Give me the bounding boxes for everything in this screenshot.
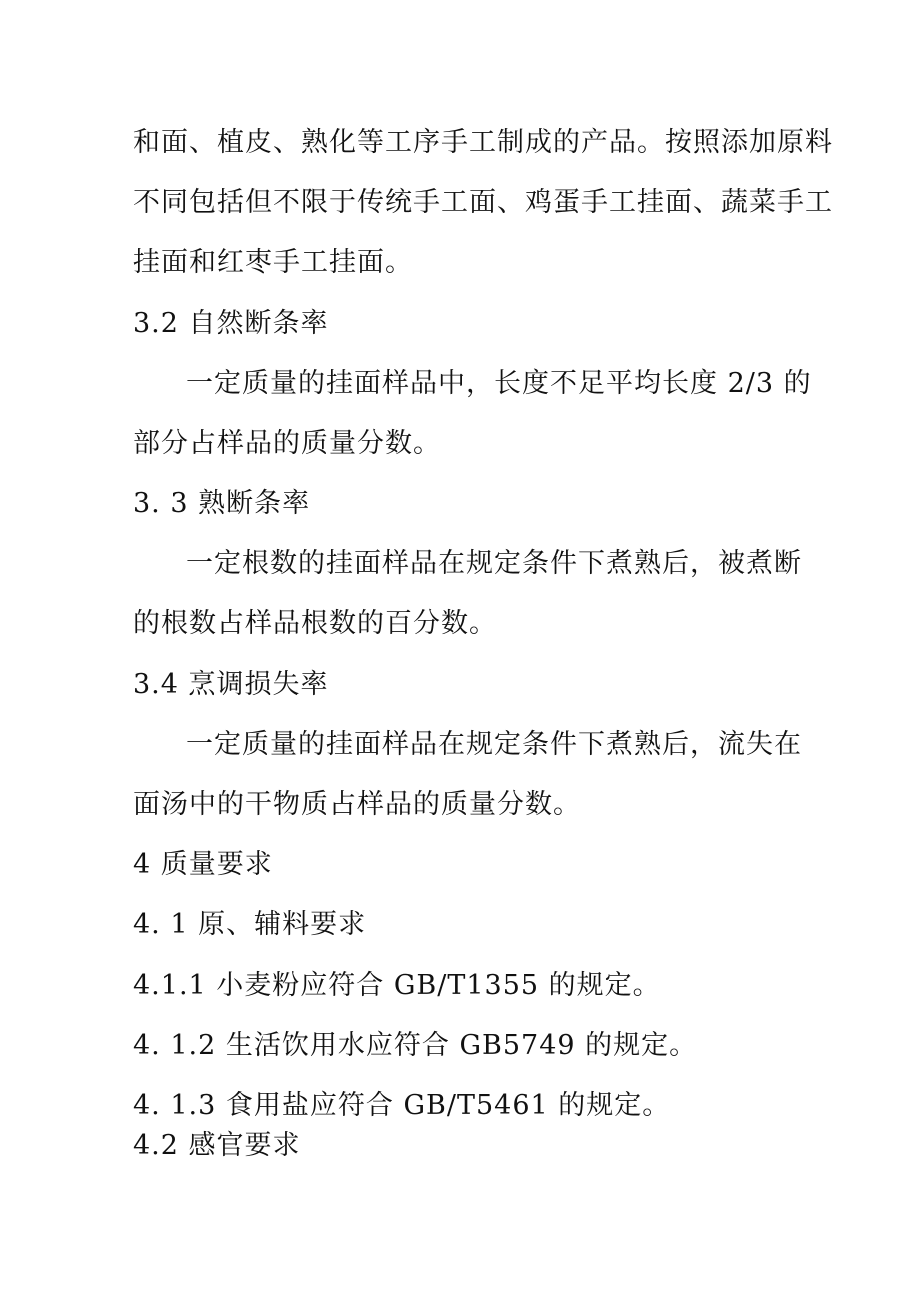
requirement-item-4-1-1: 4.1.1 小麦粉应符合 GB/T1355 的规定。 [133,970,661,1001]
definition-text-line: 一定质量的挂面样品在规定条件下煮熟后，流失在 [186,729,802,760]
section-heading-3-4: 3.4 烹调损失率 [133,669,329,700]
definition-text-line: 部分占样品的质量分数。 [133,428,441,459]
definition-text-line: 一定质量的挂面样品中，长度不足平均长度 2/3 的 [186,368,812,399]
paragraph-continuation-line: 和面、植皮、熟化等工序手工制成的产品。按照添加原料 [133,127,833,158]
definition-text-line: 面汤中的干物质占样品的质量分数。 [133,789,581,820]
section-heading-3-3: 3. 3 熟断条率 [133,488,311,519]
definition-text-line: 的根数占样品根数的百分数。 [133,608,497,639]
section-heading-3-2: 3.2 自然断条率 [133,308,329,339]
requirement-item-4-1-3: 4. 1.3 食用盐应符合 GB/T5461 的规定。 [133,1090,671,1121]
paragraph-continuation-line: 不同包括但不限于传统手工面、鸡蛋手工挂面、蔬菜手工 [133,187,833,218]
paragraph-continuation-line: 挂面和红枣手工挂面。 [133,247,413,278]
requirement-item-4-1-2: 4. 1.2 生活饮用水应符合 GB5749 的规定。 [133,1030,698,1061]
section-heading-4-1: 4. 1 原、辅料要求 [133,909,367,940]
section-heading-4: 4 质量要求 [133,849,273,880]
definition-text-line: 一定根数的挂面样品在规定条件下煮熟后，被煮断 [186,548,802,579]
section-heading-4-2: 4.2 感官要求 [133,1130,301,1161]
